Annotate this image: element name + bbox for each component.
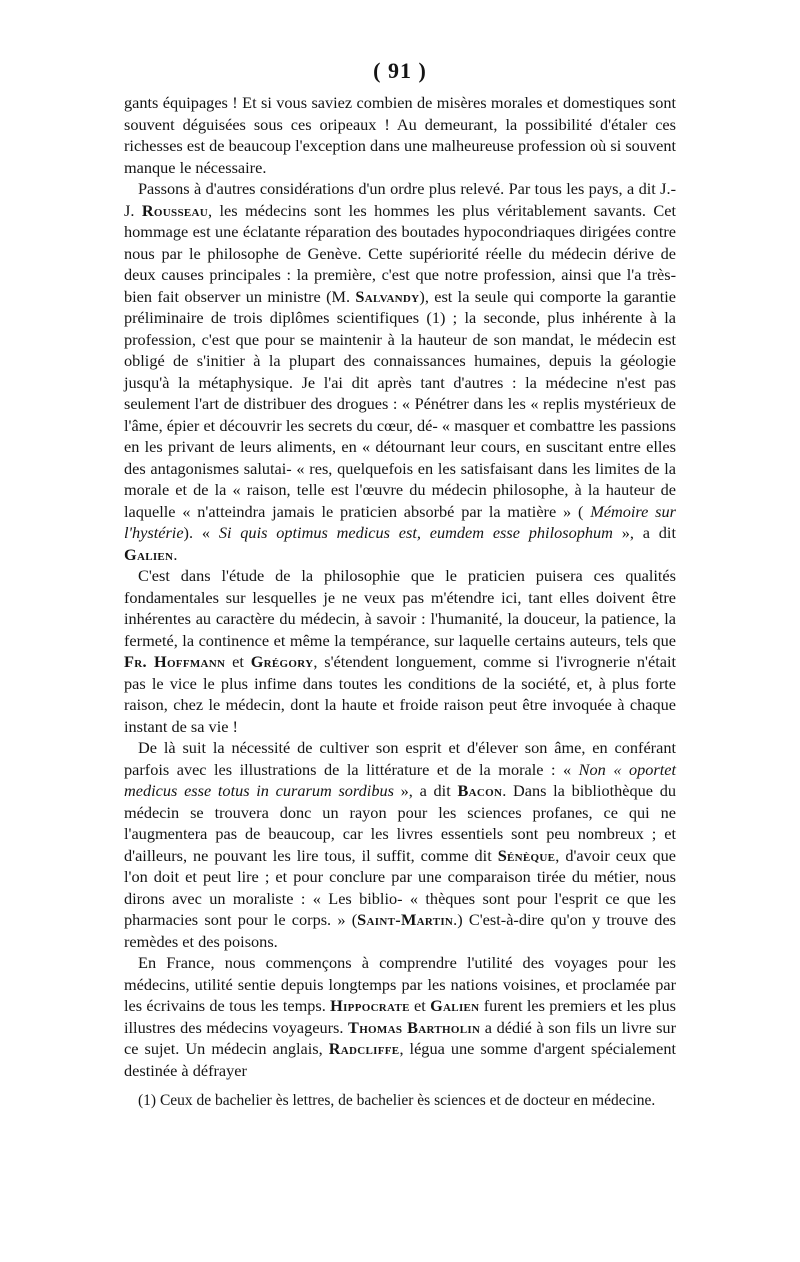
text-segment: ). « (183, 523, 219, 542)
text-segment: et (409, 996, 431, 1015)
text-segment: Rousseau (141, 200, 208, 220)
text-segment: Non « oportet medicus esse totus in curarum sordibus (124, 759, 676, 800)
text-segment: Radcliffe (328, 1039, 400, 1058)
text-segment: a dédié à son fils un livre sur ce sujet. Un médecin anglais, (124, 1017, 676, 1058)
text-segment: Hippocrate (330, 996, 410, 1015)
text-segment: gants équipages ! Et si vous saviez combien de misères morales et domestiques sont souvent déguisées sous ces oripeaux ! Au demeurant, la possibilité d'étaler ces richesses est de beaucoup l'exception dans une malheureuse profession où si souvent manque le nécessaire. (124, 93, 676, 177)
text-segment: Salvandy (355, 286, 420, 306)
text-segment: Saint-Martin (357, 910, 454, 929)
text-segment: furent les premiers et les plus illustres des médecins voyageurs. (124, 996, 677, 1037)
text-segment: Bacon (457, 781, 503, 800)
text-segment: Fr. Hoffmann (124, 652, 226, 671)
text-segment: Mémoire sur l'hystérie (124, 501, 676, 542)
text-segment: et (225, 652, 251, 671)
text-segment: . Dans la bibliothèque du médecin se trouvera donc un rayon pour les sciences profanes, ce qui ne l'augmentera pas de beaucoup, car les livres essentiels sont peu nombreux ; et d'ailleurs, ne pouvant les lire tous, il suffit, comme dit (124, 781, 676, 865)
text-segment: De là suit la nécessité de cultiver son esprit et d'élever son âme, en conférant parfois avec les illustrations de la littérature et de la morale : « (124, 738, 676, 779)
text-segment: .) C'est-à-dire qu'on y trouve des remèdes et des poisons. (124, 910, 677, 951)
text-segment: Si quis optimus medicus est, eumdem esse philosophum (218, 523, 613, 542)
text-segment: , s'étendent longuement, comme si l'ivrognerie n'était pas le vice le plus infime dans toutes les conditions de la société, et, à plus forte raison, chez le médecin, dont la haute et froide raison peut être invoquée à chaque instant de sa vie ! (124, 652, 676, 736)
paragraph-2 (124, 178, 676, 565)
text-segment: . (173, 544, 178, 564)
body-text (124, 92, 676, 1081)
page-number: ( 91 ) (373, 58, 427, 83)
text-segment: , d'avoir ceux que l'on doit et peut lire ; et pour conclure par une comparaison tirée du métier, nous dirons avec un moraliste : « Les biblio- « thèques sont pour l'esprit ce que les pharmacies sont pour le corps. » ( (124, 845, 676, 929)
text-segment: », a dit (612, 523, 676, 542)
text-segment: Passons à d'autres considérations d'un ordre plus relevé. Par tous les pays, a dit J.-J. (124, 179, 676, 220)
text-segment: Grégory (250, 652, 314, 671)
text-segment: Sénèque (497, 845, 556, 865)
text-segment: ), est la seule qui comporte la garantie préliminaire de trois diplômes scientifiques (1) ; la seconde, plus inhérente à la profession, c'est que pour se maintenir à la hauteur de son mandat, le médecin est obligé de s'initier à la plupart des connaissances humaines, depuis la géologie jusqu'à la métaphysique. Je l'ai dit après tant d'autres : la médecine n'est pas seulement l'art de distribuer des drogues : « Pénétrer dans les « replis mystérieux de l'âme, épier et découvrir les secrets du cœur, dé- « masquer et combattre les passions en les privant de leurs aliments, en « détournant leur cours, en suscitant entre elles des antagonismes salutai- « res, quelquefois en les satisfaisant dans les limites de la morale et de la « raison, telle est l'œuvre du médecin philosophe, à la hauteur de laquelle « n'atteindra jamais le praticien absorbé par la matière » ( (124, 286, 676, 521)
text-segment: Thomas Bartholin (348, 1017, 481, 1037)
paragraph-1 (124, 92, 676, 178)
text-segment: Galien (430, 996, 480, 1015)
paragraph-4 (124, 737, 676, 952)
paragraph-3 (124, 565, 676, 737)
footnote: (1) Ceux de bachelier ès lettres, de bachelier ès sciences et de docteur en médecine. (138, 1092, 656, 1109)
text-segment: C'est dans l'étude de la philosophie que le praticien puisera ces qualités fondamentales sur lesquelles je ne veux pas m'étendre ici, tant elles doivent être inhérentes au caractère du médecin, à savoir : l'humanité, la douceur, la patience, la fermeté, la continence et même la tempérance, sur laquelle certains auteurs, tels que (124, 566, 676, 650)
text-segment: , les médecins sont les hommes les plus véritablement savants. Cet hommage est une éclatante réparation des boutades hypocondriaques dirigées contre nous par le philosophe de Genève. Cette supériorité réelle du médecin dérive de deux causes principales : la première, c'est que notre profession, ainsi que l'a très-bien fait observer un ministre (M. (124, 200, 676, 306)
text-segment: , légua une somme d'argent spécialement destinée à défrayer (124, 1039, 676, 1080)
text-segment: », a dit (393, 781, 458, 800)
text-segment: Galien (124, 544, 174, 564)
text-segment: En France, nous commençons à comprendre l'utilité des voyages pour les médecins, utilité sentie depuis longtemps par les nations voisines, et proclamée par les écrivains de tous les temps. (124, 953, 676, 1015)
paragraph-5 (124, 952, 676, 1081)
